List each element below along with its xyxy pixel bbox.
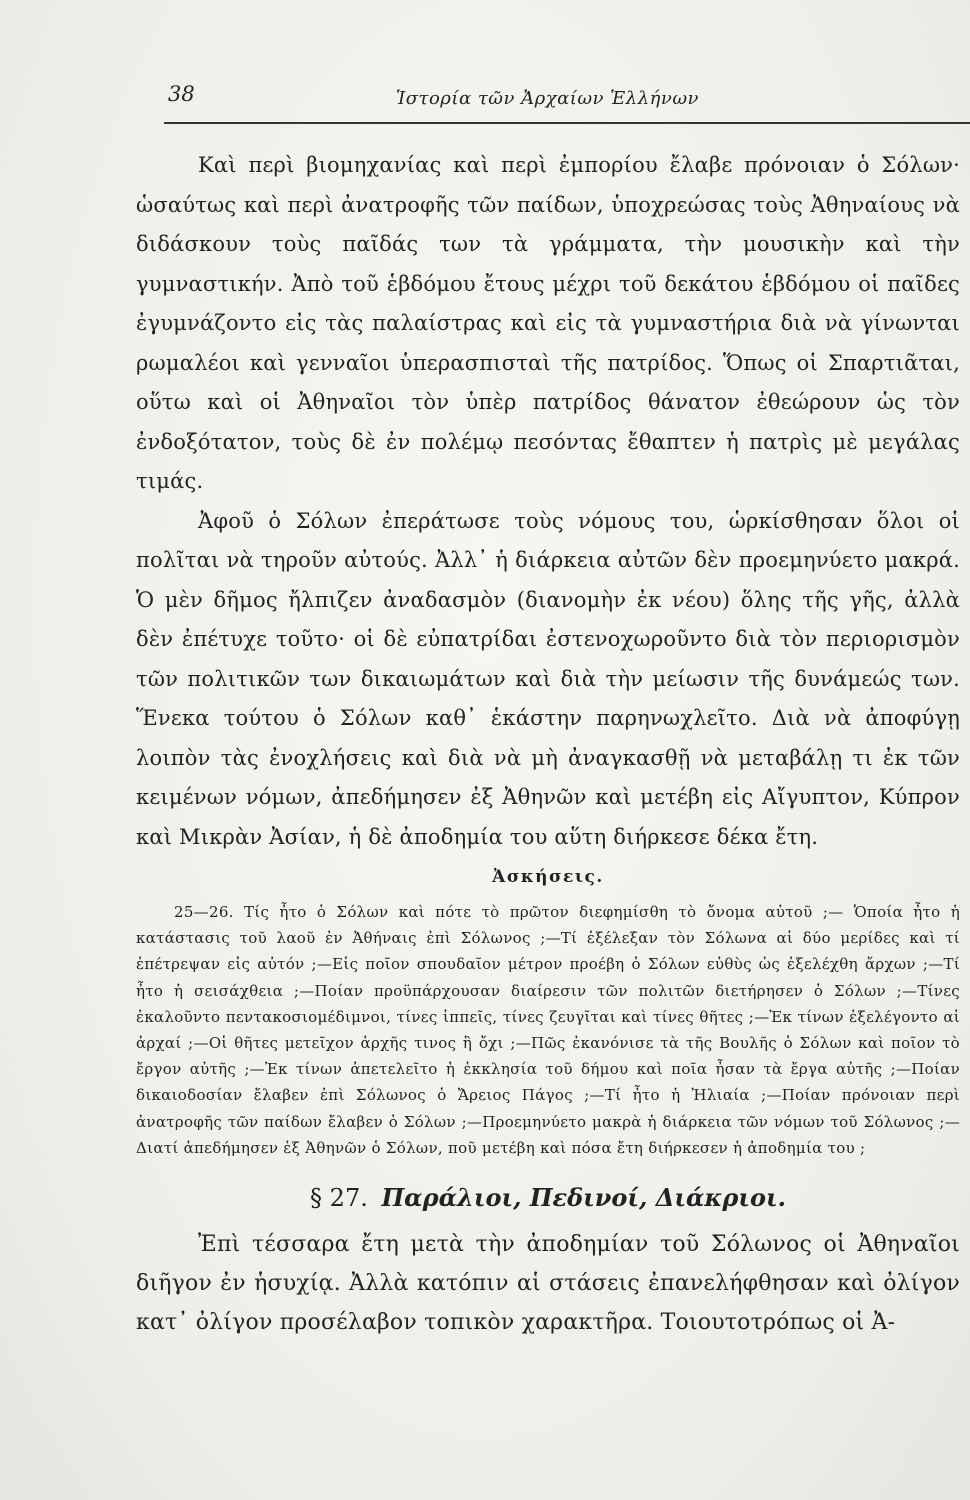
paragraph-section-27: Ἐπὶ τέσσαρα ἔτη μετὰ τὴν ἀποδημίαν τοῦ Σόλωνος οἱ Ἀθηναῖοι διῆγον ἐν ἡσυχίᾳ. Ἀλλὰ κατόπιν αἱ στάσεις ἐπανελήφθησαν καὶ ὀλίγον κατ᾽ ὀλίγον προσέλαβον τοπικὸν χαρακτῆρα. Τοιουτοτρόπως οἱ Ἀ- bbox=[136, 1232, 960, 1336]
page-number: 38 bbox=[168, 82, 195, 106]
section-heading bbox=[136, 1181, 960, 1215]
exercises-heading: Ἀσκήσεις. bbox=[492, 867, 604, 887]
section-number: § 27. bbox=[310, 1184, 368, 1213]
paragraph-education: Καὶ περὶ βιομηχανίας καὶ περὶ ἐμπορίου ἔλαβε πρόνοιαν ὁ Σόλων· ὡσαύτως καὶ περὶ ἀνατροφῆς τῶν παίδων, ὑποχρεώσας τοὺς Ἀθηναίους νὰ διδάσκουν τοὺς παῖδάς των τὰ γράμματα, τὴν μουσικὴν καὶ τὴν γυμναστικήν. Ἀπὸ τοῦ ἑβδόμου ἔτους μέχρι τοῦ δεκάτου ἑβδόμου οἱ παῖδες ἐγυμνάζοντο εἰς τὰς παλαίστρας καὶ εἰς τὰ γυμναστήρια διὰ νὰ γίνωνται ρωμαλέοι καὶ γενναῖοι ὑπερασπισταὶ τῆς πατρίδος. Ὅπως οἱ Σπαρτιᾶται, οὕτω καὶ οἱ Ἀθηναῖοι τὸν ὑπὲρ πατρίδος θάνατον ἐθεώρουν ὡς τὸν ἐνδοξότατον, τοὺς δὲ ἐν πολέμῳ πεσόντας ἔθαπτεν ἡ πατρὶς μὲ μεγάλας τιμάς. bbox=[136, 153, 960, 493]
exercises-text: 25—26. Τίς ἦτο ὁ Σόλων καὶ πότε τὸ πρῶτον διεφημίσθη τὸ ὄνομα αὐτοῦ ;— Ὁποία ἦτο ἡ κατάστασις τοῦ λαοῦ ἐν Ἀθήναις ἐπὶ Σόλωνος ;—Τί ἐξέλεξαν τὸν Σόλωνα αἱ δύο μερίδες καὶ τί ἐπέτρεψαν εἰς αὐτόν ;—Εἰς ποῖον σπουδαῖον μέτρον προέβη ὁ Σόλων εὐθὺς ὡς ἐξελέχθη ἄρχων ;—Τί ἦτο ἡ σεισάχθεια ;—Ποίαν προϋπάρχουσαν διαίρεσιν τῶν πολιτῶν διετήρησεν ὁ Σόλων ;—Τίνες ἐκαλοῦντο πεντακοσιομέδιμνοι, τίνες ἱππεῖς, τίνες ζευγῖται καὶ τίνες θῆτες ;—Ἐκ τίνων ἐξελέγοντο αἱ ἀρχαί ;—Οἱ θῆτες μετεῖχον ἀρχῆς τινος ἢ ὄχι ;—Πῶς ἐκανόνισε τὰ τῆς Βουλῆς ὁ Σόλων καὶ ποῖον τὸ ἔργον αὐτῆς ;—Ἐκ τίνων ἀπετελεῖτο ἡ ἐκκλησία τοῦ δήμου καὶ ποῖα ἦσαν τὰ ἔργα αὐτῆς ;—Ποίαν δικαιοδοσίαν ἔλαβεν ἐπὶ Σόλωνος ὁ Ἄρειος Πάγος ;—Τί ἦτο ἡ Ἡλιαία ;—Ποίαν πρόνοιαν περὶ ἀνατροφῆς τῶν παίδων ἔλαβεν ὁ Σόλων ;—Προεμηνύετο μακρὰ ἡ διάρκεια τῶν νόμων τοῦ Σόλωνος ;—Διατί ἀπεδήμησεν ἐξ Ἀθηνῶν ὁ Σόλων, ποῦ μετέβη καὶ πόσα ἔτη διήρκεσεν ἡ ἀποδημία του ; bbox=[136, 903, 960, 1157]
header-rule bbox=[164, 122, 970, 124]
page-header bbox=[164, 78, 970, 128]
paragraph-laws: Ἀφοῦ ὁ Σόλων ἐπεράτωσε τοὺς νόμους του, ὡρκίσθησαν ὅλοι οἱ πολῖται νὰ τηροῦν αὐτούς. Ἀλλ᾽ ἡ διάρκεια αὐτῶν δὲν προεμηνύετο μακρά. Ὁ μὲν δῆμος ἤλπιζεν ἀναδασμὸν (διανομὴν ἐκ νέου) ὅλης τῆς γῆς, ἀλλὰ δὲν ἐπέτυχε τοῦτο· οἱ δὲ εὐπατρίδαι ἐστενοχωροῦντο διὰ τὸν περιορισμὸν τῶν πολιτικῶν των δικαιωμάτων καὶ διὰ τὴν μείωσιν τῆς δυνάμεώς των. Ἕνεκα τούτου ὁ Σόλων καθ᾽ ἑκάστην παρηνωχλεῖτο. Διὰ νὰ ἀποφύγῃ λοιπὸν τὰς ἐνοχλήσεις καὶ διὰ νὰ μὴ ἀναγκασθῇ νὰ μεταβάλῃ τι ἐκ τῶν κειμένων νόμων, ἀπεδήμησεν ἐξ Ἀθηνῶν καὶ μετέβη εἰς Αἴγυπτον, Κύπρον καὶ Μικρὰν Ἀσίαν, ἡ δὲ ἀποδημία του αὕτη διήρκεσε δέκα ἔτη. bbox=[136, 508, 960, 849]
running-title: Ἱστορία τῶν Ἀρχαίων Ἑλλήνων bbox=[396, 88, 699, 109]
page-body bbox=[136, 146, 960, 1342]
section-title: Παράλιοι, Πεδινοί, Διάκριοι. bbox=[381, 1183, 786, 1213]
